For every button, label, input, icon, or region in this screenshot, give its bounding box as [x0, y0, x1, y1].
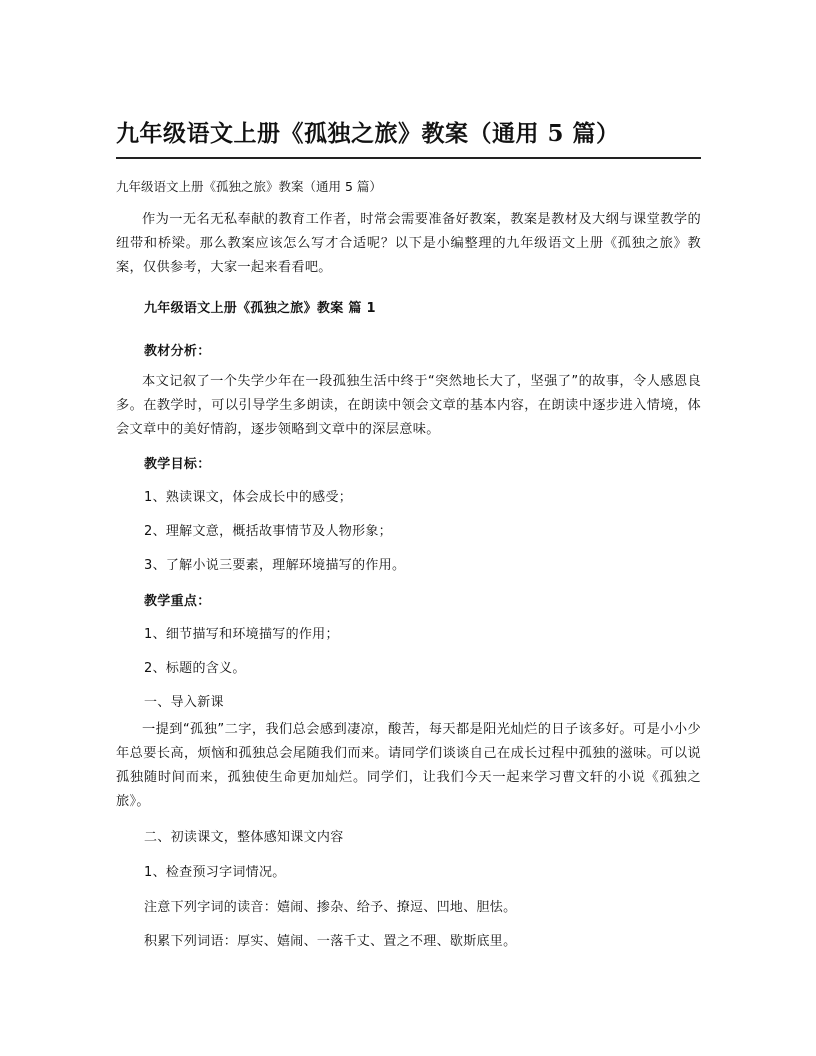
goal-item: 2、理解文意，概括故事情节及人物形象； [144, 524, 392, 539]
material-paragraph: 本文记叙了一个失学少年在一段孤独生活中终于“突然地长大了，坚强了”的故事，令人感恩良多。在教学时，可以引导学生多朗读，在朗读中领会文章的基本内容，在朗读中逐步进入情境，体会文章中的美好情韵，逐步领略到文章中的深层意味。 [116, 374, 701, 437]
step-paragraph: 一提到“孤独”二字，我们总会感到凄凉，酸苦，每天都是阳光灿烂的日子该多好。可是小小少年总要长高，烦恼和孤独总会尾随我们而来。请同学们谈谈自己在成长过程中孤独的滋味。可以说孤独随时间而来，孤独使生命更加灿烂。同学们，让我们今天一起来学习曹文轩的小说《孤独之旅》。 [116, 722, 701, 809]
vocabulary-line: 积累下列词语：厚实、嬉闹、一落千丈、置之不理、歇斯底里。 [144, 934, 517, 949]
step-item: 1、检查预习字词情况。 [144, 865, 286, 880]
intro-paragraph: 作为一无名无私奉献的教育工作者，时常会需要准备好教案，教案是教材及大纲与课堂教学的纽带和桥梁。那么教案应该怎么写才合适呢？以下是小编整理的九年级语文上册《孤独之旅》教案，仅供参考，大家一起来看看吧。 [116, 212, 701, 275]
key-points-heading: 教学重点： [144, 594, 211, 609]
step-heading: 二、初读课文，整体感知课文内容 [144, 830, 344, 845]
key-point-item: 1、细节描写和环境描写的作用； [144, 627, 339, 642]
material-heading: 教材分析： [144, 344, 211, 359]
document-title: 九年级语文上册《孤独之旅》教案（通用 5 篇） [116, 120, 620, 147]
goals-heading: 教学目标： [144, 457, 211, 472]
step-heading: 一、导入新课 [144, 695, 224, 710]
key-point-item: 2、标题的含义。 [144, 661, 246, 676]
pronunciation-line: 注意下列字词的读音：嬉闹、掺杂、给予、撩逗、凹地、胆怯。 [144, 900, 517, 915]
document-subtitle: 九年级语文上册《孤独之旅》教案（通用 5 篇） [116, 179, 382, 194]
section-heading: 九年级语文上册《孤独之旅》教案 篇 1 [144, 301, 376, 316]
goal-item: 1、熟读课文，体会成长中的感受； [144, 490, 353, 505]
title-divider [116, 157, 701, 159]
goal-item: 3、了解小说三要素，理解环境描写的作用。 [144, 558, 406, 573]
